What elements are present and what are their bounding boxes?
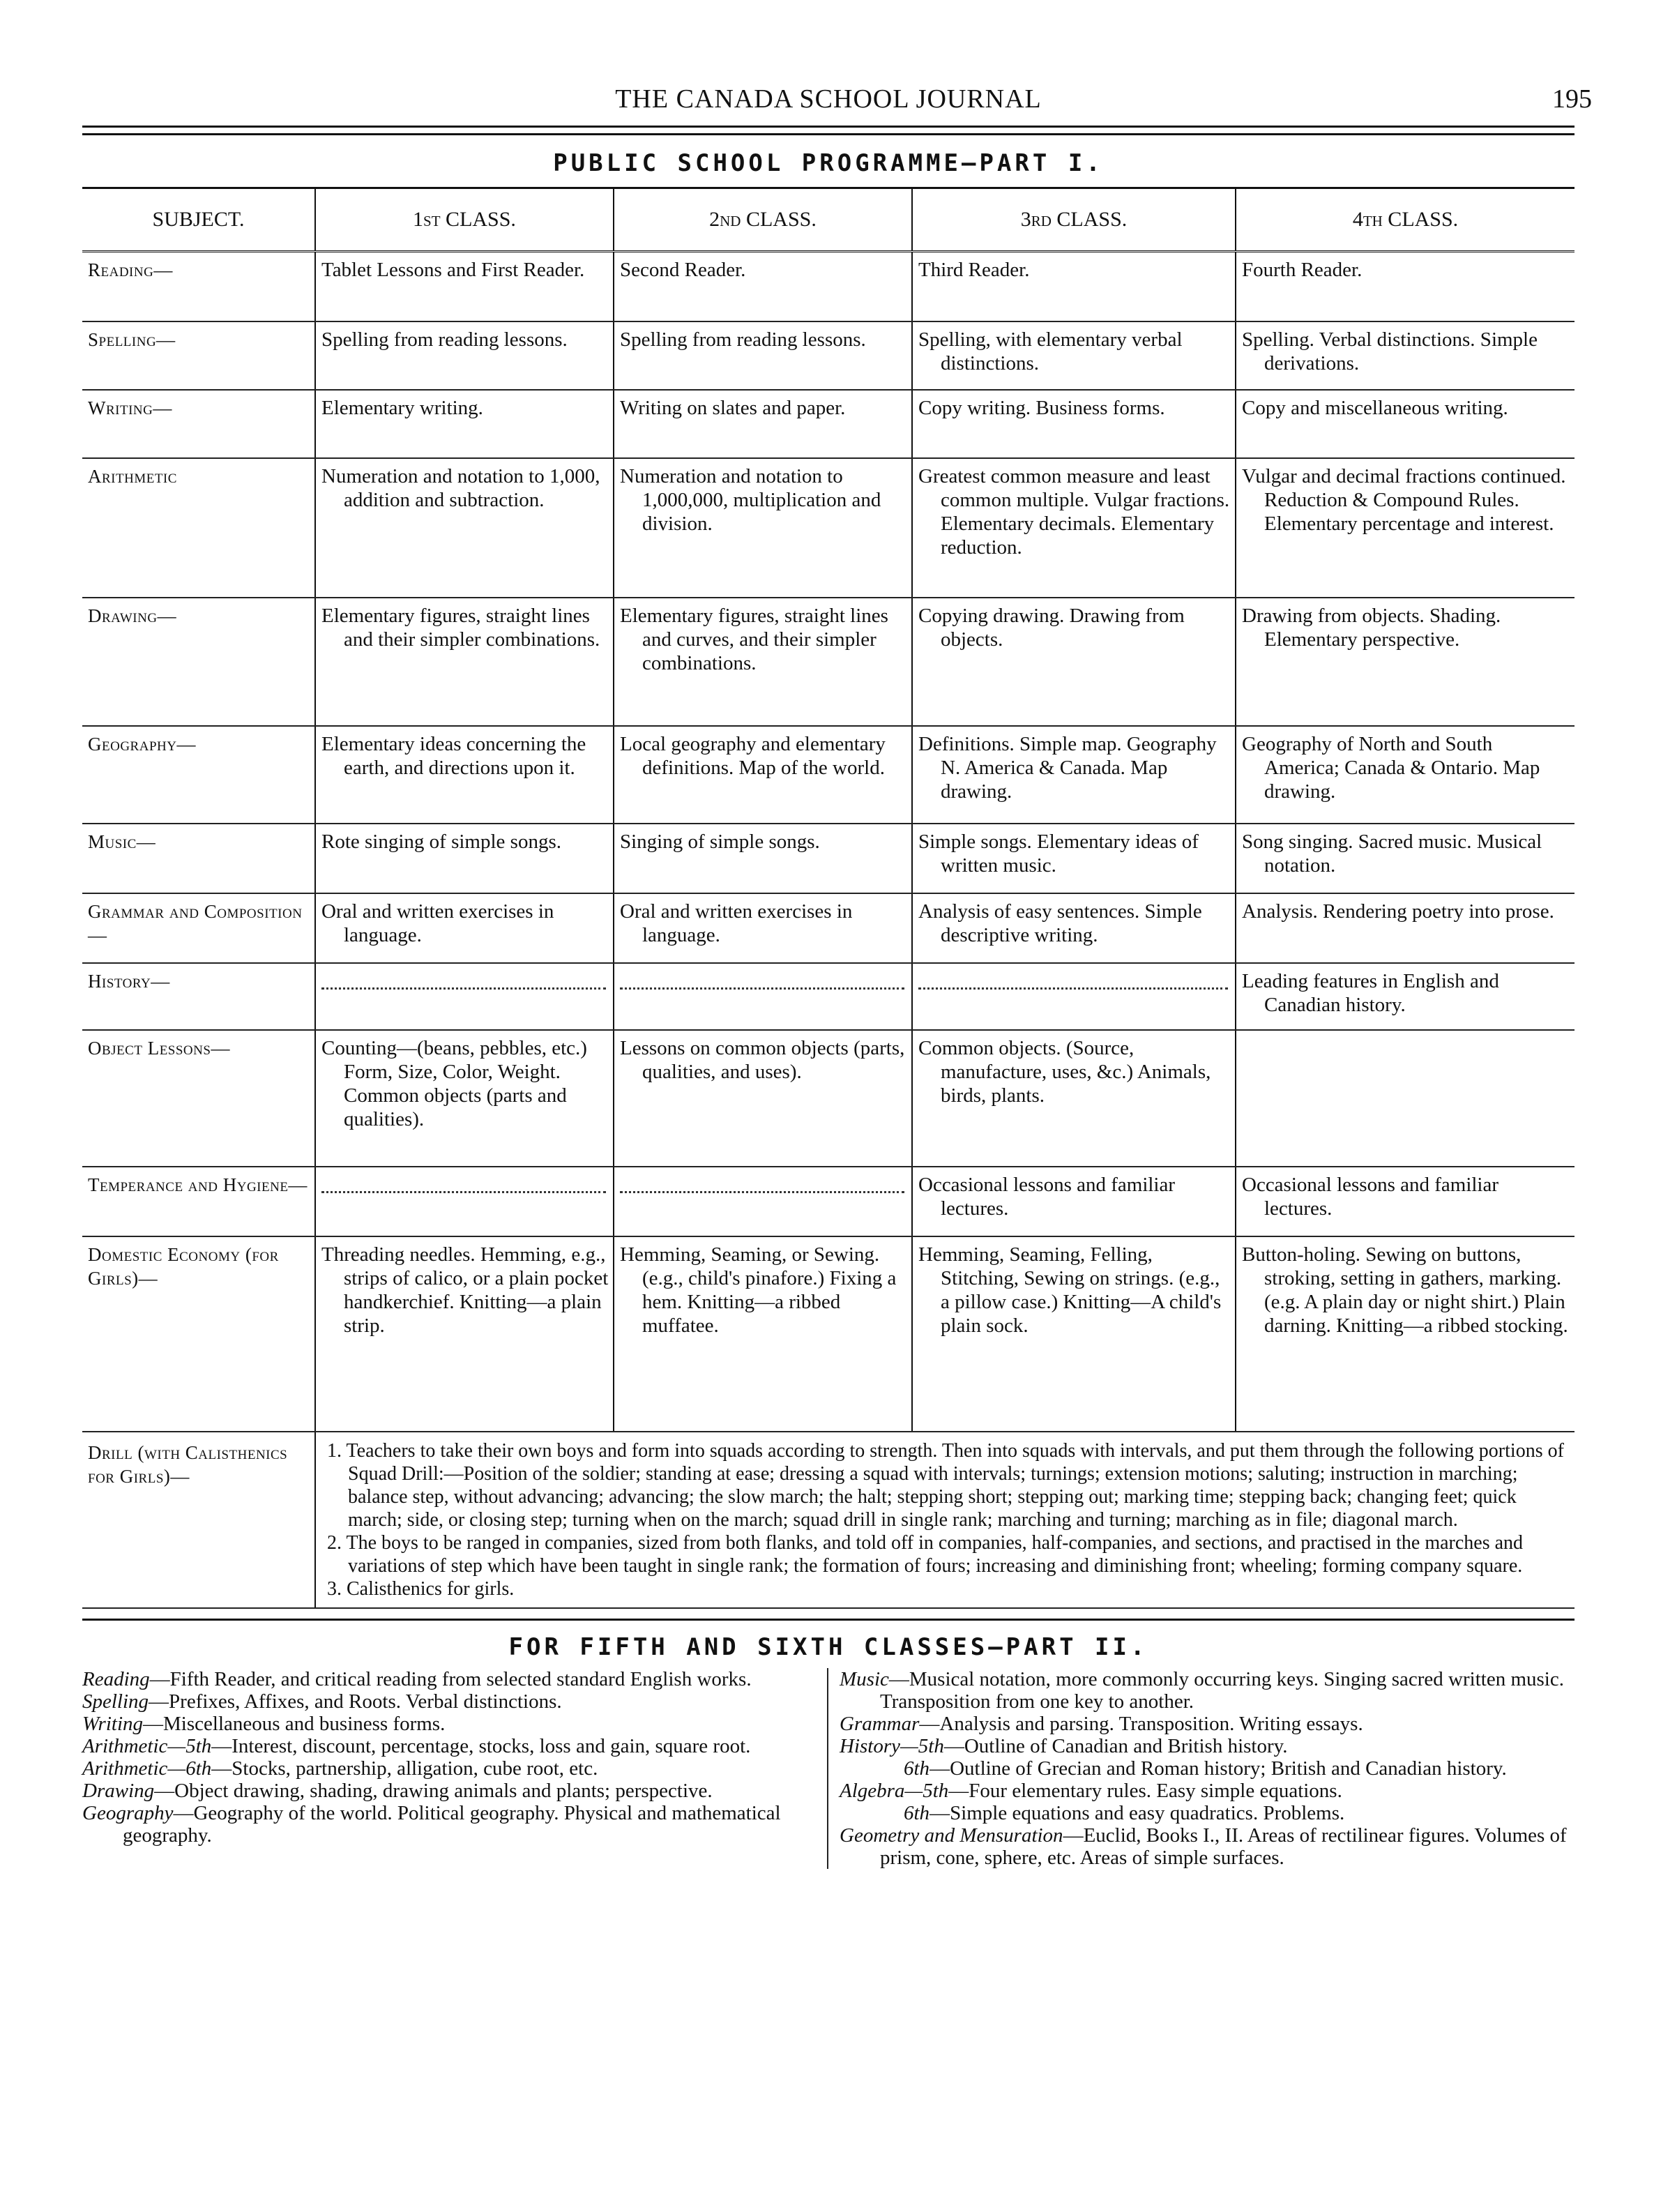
class-cell: Lessons on common objects (parts, qualities, and uses). (614, 1030, 912, 1167)
journal-title: THE CANADA SCHOOL JOURNAL (615, 84, 1042, 114)
table-row (82, 321, 1574, 390)
class-cell: Oral and written exercises in language. (614, 893, 912, 963)
table-row (82, 726, 1574, 824)
subject-cell: Geography— (82, 726, 315, 824)
subject-cell: Object Lessons— (82, 1030, 315, 1167)
list-item: 6th—Outline of Grecian and Roman history; British and Canadian history. (904, 1757, 1507, 1780)
table-row-drill (82, 1432, 1574, 1608)
class-cell: Elementary figures, straight lines and curves, and their simpler combinations. (614, 598, 912, 726)
part2-columns (82, 1668, 1574, 1869)
class-cell: Threading needles. Hemming, e.g., strips of calico, or a plain pocket handkerchief. Knitting—a plain strip. (315, 1236, 614, 1432)
class-cell (315, 1167, 614, 1236)
class-cell: Spelling from reading lessons. (614, 321, 912, 390)
column-header: 4th CLASS. (1236, 188, 1574, 252)
column-header: 1st CLASS. (315, 188, 614, 252)
class-cell: Analysis of easy sentences. Simple descriptive writing. (912, 893, 1236, 963)
subject-cell: Reading— (82, 252, 315, 321)
journal-page (82, 70, 1592, 1869)
header-rule (82, 126, 1574, 135)
subject-cell: Domestic Economy (for Girls)— (82, 1236, 315, 1432)
class-cell (1236, 1030, 1574, 1167)
class-cell: Definitions. Simple map. Geography N. America & Canada. Map drawing. (912, 726, 1236, 824)
table-row (82, 1167, 1574, 1236)
list-item: Spelling—Prefixes, Affixes, and Roots. Verbal distinctions. (82, 1690, 562, 1713)
page-header (82, 70, 1592, 114)
drill-item: 3. Calisthenics for girls. (327, 1577, 515, 1600)
class-cell: Spelling, with elementary verbal distinctions. (912, 321, 1236, 390)
subject-cell: Writing— (82, 390, 315, 458)
table-row (82, 1236, 1574, 1432)
class-cell: Copy writing. Business forms. (912, 390, 1236, 458)
subject-cell: Drawing— (82, 598, 315, 726)
drill-cell (315, 1432, 1574, 1608)
column-header: 2nd CLASS. (614, 188, 912, 252)
subject-cell: Arithmetic (82, 458, 315, 598)
subject-cell: Drill (with Calisthenics for Girls)— (82, 1432, 315, 1608)
subject-cell: Temperance and Hygiene— (82, 1167, 315, 1236)
page-number: 195 (1552, 84, 1592, 114)
drill-item: 2. The boys to be ranged in companies, sized from both flanks, and told off in companies, half-companies, and sections, and practised in the marches and variations of step which have been taught in single rank; the formation of fours; increasing and diminishing front; wheeling; forming company square. (327, 1531, 1524, 1577)
list-item: Drawing—Object drawing, shading, drawing animals and plants; perspective. (82, 1779, 713, 1802)
class-cell: Oral and written exercises in language. (315, 893, 614, 963)
class-cell (614, 963, 912, 1030)
table-row (82, 1030, 1574, 1167)
table-row (82, 458, 1574, 598)
class-cell: Hemming, Seaming, or Sewing. (e.g., child's pinafore.) Fixing a hem. Knitting—a ribbed muffatee. (614, 1236, 912, 1432)
table-header-row (82, 188, 1574, 252)
class-cell: Tablet Lessons and First Reader. (315, 252, 614, 321)
list-item: History—5th—Outline of Canadian and British history. (840, 1734, 1288, 1757)
class-cell: Third Reader. (912, 252, 1236, 321)
column-header: SUBJECT. (82, 188, 315, 252)
list-item: Arithmetic—5th—Interest, discount, percentage, stocks, loss and gain, square root. (82, 1734, 751, 1757)
class-cell: Vulgar and decimal fractions continued. Reduction & Compound Rules. Elementary percentage and interest. (1236, 458, 1574, 598)
part1-title: PUBLIC SCHOOL PROGRAMME—PART I. (553, 149, 1104, 177)
list-item: Grammar—Analysis and parsing. Transposition. Writing essays. (840, 1712, 1363, 1735)
table-row (82, 252, 1574, 321)
column-header: 3rd CLASS. (912, 188, 1236, 252)
class-cell: Analysis. Rendering poetry into prose. (1236, 893, 1574, 963)
table-row (82, 598, 1574, 726)
class-cell (315, 963, 614, 1030)
class-cell: Song singing. Sacred music. Musical notation. (1236, 824, 1574, 893)
list-item: Reading—Fifth Reader, and critical reading from selected standard English works. (82, 1667, 752, 1690)
class-cell: Elementary figures, straight lines and their simpler combinations. (315, 598, 614, 726)
part2-title: FOR FIFTH AND SIXTH CLASSES—PART II. (82, 1619, 1574, 1661)
class-cell: Numeration and notation to 1,000, addition and subtraction. (315, 458, 614, 598)
class-cell: Spelling. Verbal distinctions. Simple derivations. (1236, 321, 1574, 390)
drill-item: 1. Teachers to take their own boys and form into squads according to strength. Then into squads with intervals, and put them through the following portions of Squad Drill:—Position of the soldier; standing at ease; dressing a squad with intervals; turnings; extension motions; saluting; instruction in marching; balance step, without advancing; advancing; the slow march; the halt; stepping short; stepping out; marking time; stepping back; changing feet; quick march; side, or closing step; turning when on the march; squad drill in single rank; marching and turning; marching as in file; diagonal march. (327, 1439, 1564, 1531)
class-cell: Drawing from objects. Shading. Elementary perspective. (1236, 598, 1574, 726)
class-cell (614, 1167, 912, 1236)
table-row (82, 963, 1574, 1030)
list-item: Arithmetic—6th—Stocks, partnership, alligation, cube root, etc. (82, 1757, 598, 1780)
class-cell: Geography of North and South America; Canada & Ontario. Map drawing. (1236, 726, 1574, 824)
list-item: Music—Musical notation, more commonly occurring keys. Singing sacred written music. Transposition from one key to another. (840, 1667, 1564, 1713)
subject-cell: Music— (82, 824, 315, 893)
table-row (82, 893, 1574, 963)
class-cell: Occasional lessons and familiar lectures. (1236, 1167, 1574, 1236)
list-item: Geometry and Mensuration—Euclid, Books I., II. Areas of rectilinear figures. Volumes of prism, cone, sphere, etc. Areas of simple surfaces. (840, 1824, 1567, 1869)
class-cell: Fourth Reader. (1236, 252, 1574, 321)
class-cell: Rote singing of simple songs. (315, 824, 614, 893)
class-cell: Elementary writing. (315, 390, 614, 458)
class-cell: Second Reader. (614, 252, 912, 321)
class-cell: Greatest common measure and least common multiple. Vulgar fractions. Elementary decimals. Elementary reduction. (912, 458, 1236, 598)
part2-left-column (82, 1668, 828, 1869)
table-row (82, 390, 1574, 458)
class-cell: Writing on slates and paper. (614, 390, 912, 458)
class-cell: Leading features in English and Canadian history. (1236, 963, 1574, 1030)
class-cell: Spelling from reading lessons. (315, 321, 614, 390)
programme-table (82, 187, 1574, 1609)
class-cell: Occasional lessons and familiar lectures. (912, 1167, 1236, 1236)
class-cell: Copy and miscellaneous writing. (1236, 390, 1574, 458)
class-cell: Button-holing. Sewing on buttons, stroking, setting in gathers, marking. (e.g. A plain day or night shirt.) Plain darning. Knitting—a ribbed stocking. (1236, 1236, 1574, 1432)
list-item: 6th—Simple equations and easy quadratics. Problems. (904, 1801, 1345, 1824)
list-item: Writing—Miscellaneous and business forms. (82, 1712, 446, 1735)
subject-cell: Spelling— (82, 321, 315, 390)
class-cell: Common objects. (Source, manufacture, uses, &c.) Animals, birds, plants. (912, 1030, 1236, 1167)
class-cell: Copying drawing. Drawing from objects. (912, 598, 1236, 726)
class-cell: Local geography and elementary definitions. Map of the world. (614, 726, 912, 824)
class-cell: Hemming, Seaming, Felling, Stitching, Sewing on strings. (e.g., a pillow case.) Knitting—A child's plain sock. (912, 1236, 1236, 1432)
list-item: Algebra—5th—Four elementary rules. Easy simple equations. (840, 1779, 1342, 1802)
class-cell: Singing of simple songs. (614, 824, 912, 893)
class-cell: Counting—(beans, pebbles, etc.) Form, Size, Color, Weight. Common objects (parts and qualities). (315, 1030, 614, 1167)
class-cell: Simple songs. Elementary ideas of written music. (912, 824, 1236, 893)
list-item: Geography—Geography of the world. Political geography. Physical and mathematical geography. (82, 1801, 781, 1847)
class-cell: Elementary ideas concerning the earth, and directions upon it. (315, 726, 614, 824)
subject-cell: Grammar and Composition— (82, 893, 315, 963)
class-cell: Numeration and notation to 1,000,000, multiplication and division. (614, 458, 912, 598)
subject-cell: History— (82, 963, 315, 1030)
part2-right-column (828, 1668, 1574, 1869)
table-row (82, 824, 1574, 893)
class-cell (912, 963, 1236, 1030)
